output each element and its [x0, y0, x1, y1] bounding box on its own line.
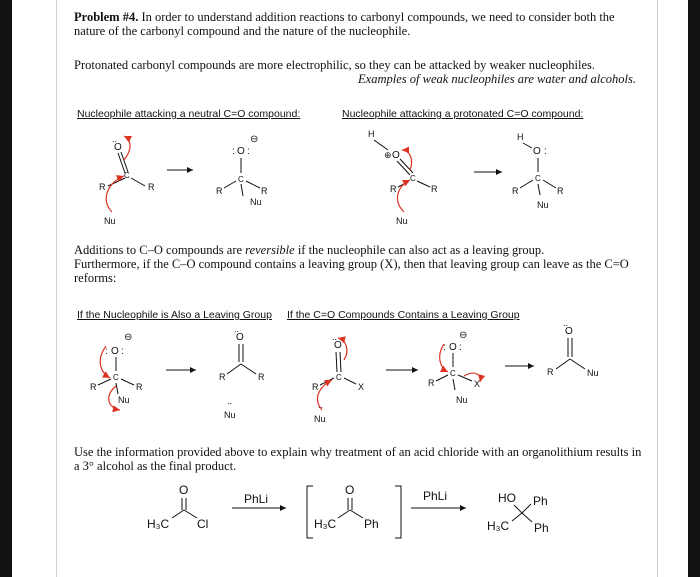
- header-co-leaving-group: If the C=O Compounds Contains a Leaving Group: [287, 309, 520, 321]
- r-group-label: R: [90, 382, 97, 392]
- negative-charge: ⊖: [124, 332, 133, 343]
- reversible-text-b: if the nucleophile can also act as a leaving group.: [294, 243, 545, 257]
- neutral-carbonyl-reactant: [99, 134, 155, 226]
- question-text: Use the information provided above to explain why treatment of an acid chloride with an organolithium results in a 3° alcohol as the final product.: [74, 445, 642, 473]
- r-group-label: R: [261, 186, 268, 196]
- r-group-label: R: [216, 186, 223, 196]
- intro-text: In order to understand addition reactions to carbonyl compounds, we need to consider both the nature of the carbonyl compound and the nature of the nucleophile.: [74, 10, 615, 38]
- chlorine-label: Cl: [197, 517, 209, 531]
- lone-pair: :: [121, 346, 124, 357]
- r-group-label: R: [390, 184, 397, 194]
- carbon-label: C: [238, 175, 244, 184]
- nucleophile-label: Nu: [104, 216, 116, 226]
- negative-charge: ⊖: [459, 330, 468, 341]
- nucleophile-label: Nu: [250, 197, 262, 207]
- oxygen-label: O: [345, 483, 355, 497]
- nucleophile-label: Nu: [224, 410, 236, 420]
- acyl-x-reactant: [312, 332, 364, 424]
- reagent-label: PhLi: [423, 489, 448, 503]
- r-group-label: R: [219, 372, 226, 382]
- substituted-carbonyl-product: [547, 318, 599, 378]
- released-nucleophile: [224, 396, 236, 420]
- reformed-carbonyl: [219, 324, 265, 382]
- hydroxyl-label: HO: [498, 491, 516, 505]
- carbon-label: C: [124, 171, 130, 180]
- phli-arrow-1: [232, 492, 286, 508]
- tertiary-alcohol-product: [487, 491, 549, 535]
- r-group-label: R: [148, 182, 155, 192]
- lone-pair: ..: [332, 332, 338, 342]
- ketone-intermediate: [307, 483, 401, 538]
- oxygen-label: O: [533, 146, 541, 157]
- negative-charge: ⊖: [250, 134, 259, 145]
- lone-pair: ..: [227, 396, 233, 406]
- lone-pair: :: [247, 146, 250, 157]
- r-group-label: R: [136, 382, 143, 392]
- carbon-label: C: [410, 174, 416, 183]
- hydrogen-label: H: [368, 129, 375, 139]
- header-nu-leaving-group: If the Nucleophile is Also a Leaving Group: [77, 309, 272, 321]
- nucleophile-label: Nu: [118, 395, 130, 405]
- reagent-label: PhLi: [244, 492, 269, 506]
- r-group-label: R: [428, 378, 435, 388]
- lone-pair: ..: [234, 324, 240, 334]
- r-group-label: R: [258, 372, 265, 382]
- protonated-carbonyl-reactant: [368, 129, 438, 226]
- lone-pair: ..: [112, 134, 118, 144]
- r-group-label: R: [512, 186, 519, 196]
- examples-text: Examples of weak nucleophiles are water and alcohols.: [358, 72, 636, 86]
- r-group-label: R: [547, 367, 554, 377]
- leaving-group-label: X: [358, 382, 365, 392]
- carbon-label: C: [535, 174, 541, 183]
- nucleophile-label: Nu: [456, 395, 468, 405]
- r-group-label: R: [557, 186, 564, 196]
- methyl-label: H₃C: [147, 517, 170, 531]
- protonated-addition-product: [512, 132, 564, 210]
- oxygen-label: O: [392, 150, 400, 161]
- oxygen-label: O: [334, 340, 342, 351]
- reversible-emphasis: reversible: [245, 243, 295, 257]
- tetrahedral-x-intermediate: [428, 330, 480, 405]
- phenyl-label: Ph: [533, 494, 548, 508]
- acid-chloride: [147, 483, 208, 531]
- methyl-label: H₃C: [487, 519, 510, 533]
- lone-pair: :: [443, 342, 446, 353]
- methyl-label: H₃C: [314, 517, 337, 531]
- carbon-label: C: [336, 373, 342, 382]
- oxygen-label: O: [179, 483, 189, 497]
- header-neutral: Nucleophile attacking a neutral C=O compound:: [77, 108, 301, 120]
- leaving-group-text: Furthermore, if the C–O compound contains a leaving group (X), then that leaving group can leave as the C=O reforms:: [74, 257, 629, 285]
- hydrogen-label: H: [517, 132, 524, 142]
- oxygen-label: O: [449, 342, 457, 353]
- oxygen-label: O: [114, 142, 122, 153]
- protonated-text: Protonated carbonyl compounds are more electrophilic, so they can be attacked by weaker nucleophiles.: [74, 58, 595, 72]
- phenyl-label: Ph: [364, 517, 379, 531]
- oxygen-label: O: [111, 346, 119, 357]
- leaving-group-label: X: [474, 379, 481, 389]
- oxygen-label: O: [237, 146, 245, 157]
- r-group-label: R: [99, 182, 106, 192]
- nucleophile-label: Nu: [396, 216, 408, 226]
- oxygen-label: O: [236, 332, 244, 343]
- nucleophile-label: Nu: [314, 414, 326, 424]
- problem-number: Problem #4.: [74, 10, 139, 24]
- carbon-label: C: [450, 369, 456, 378]
- reversible-text-a: Additions to C–O compounds are: [74, 243, 246, 257]
- r-group-label: R: [312, 382, 319, 392]
- lone-pair: :: [544, 146, 547, 157]
- carbon-label: C: [113, 373, 119, 382]
- lone-pair: ..: [563, 318, 569, 328]
- positive-charge: ⊕: [384, 150, 392, 160]
- lone-pair: :: [105, 346, 108, 357]
- nucleophile-label: Nu: [587, 368, 599, 378]
- r-group-label: R: [431, 184, 438, 194]
- nucleophile-label: Nu: [537, 200, 549, 210]
- lone-pair: :: [459, 342, 462, 353]
- header-protonated: Nucleophile attacking a protonated C=O compound:: [342, 108, 584, 120]
- lone-pair: :: [232, 146, 235, 157]
- tetrahedral-alkoxide-product: [216, 134, 268, 207]
- alkoxide-nu-reactant: [90, 332, 143, 410]
- phli-arrow-2: [411, 489, 466, 508]
- oxygen-label: O: [565, 326, 573, 337]
- lone-pair: ..: [318, 400, 324, 410]
- phenyl-label: Ph: [534, 521, 549, 535]
